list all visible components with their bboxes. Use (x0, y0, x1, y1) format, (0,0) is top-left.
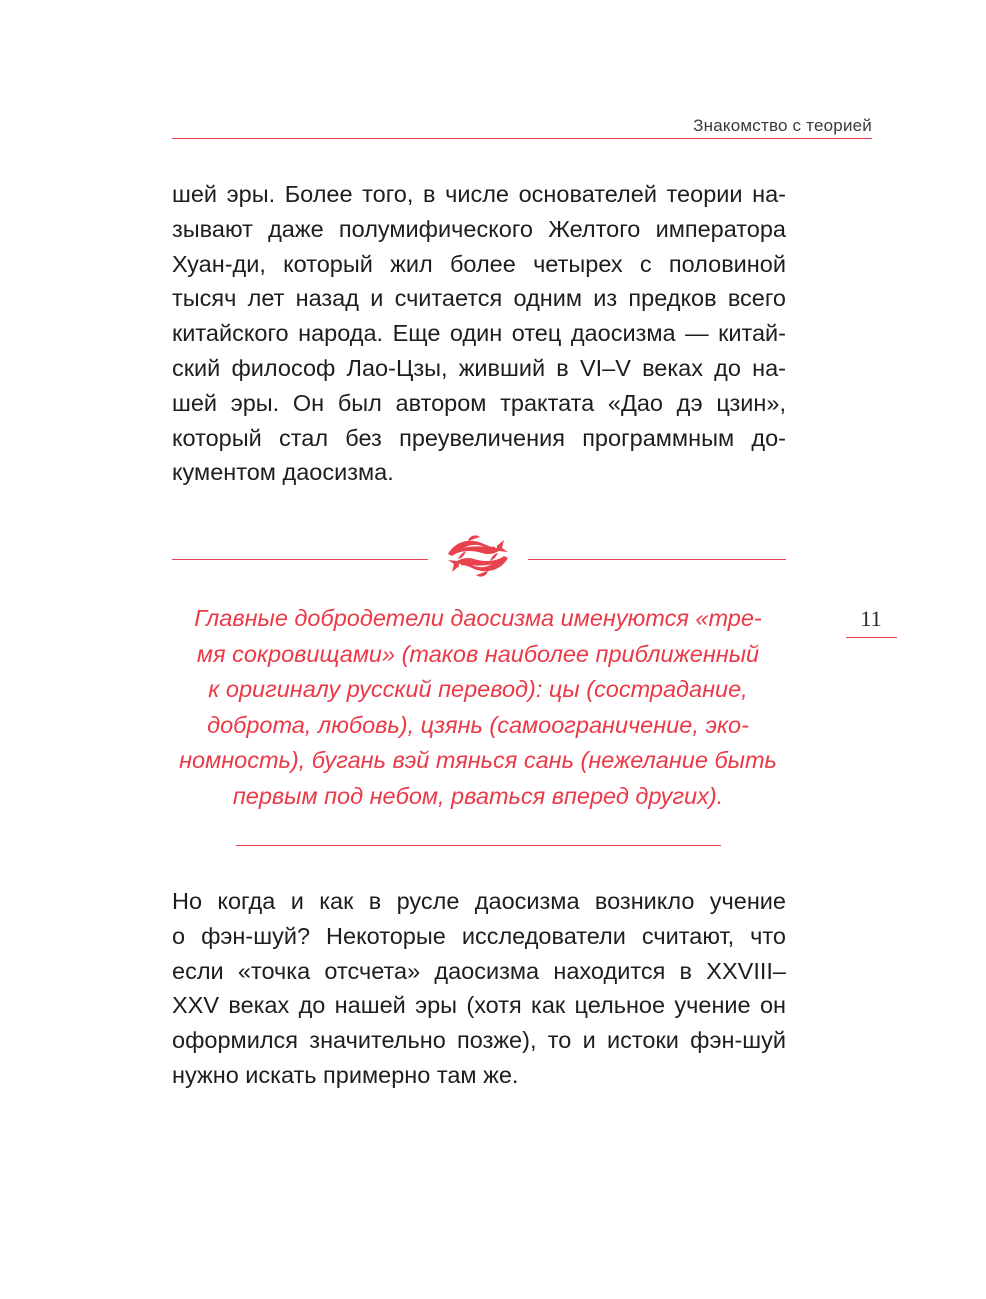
quote-bottom-rule (236, 845, 721, 846)
page-number-rule (846, 637, 897, 638)
body-paragraph-1 (172, 177, 786, 490)
quote-line: доброта, любовь), цзянь (самоограничение, эко- (207, 711, 749, 738)
header-rule (172, 138, 872, 139)
quote-line: мя сокровищами» (таков наиболее приближенный (196, 640, 760, 667)
body-paragraph-2 (172, 884, 786, 1093)
quote-line: номность), бугань вэй тянься сань (нежелание быть (179, 747, 777, 773)
text-line: XXV веках до нашей эры (хотя как цельное учение он (172, 992, 786, 1019)
ornament-divider (172, 530, 786, 580)
text-line: Но когда и как в русле даосизма возникло учение (172, 888, 786, 914)
pull-quote (150, 601, 806, 814)
text-line: оформился значительно позже), то и истоки фэн-шуй (172, 1027, 786, 1054)
text-line: кументом даосизма. (172, 459, 394, 486)
ornament-line-left (172, 559, 428, 560)
two-koi-fish-icon (438, 532, 518, 580)
text-line: шей эры. Он был автором трактата «Дао дэ цзин», (172, 389, 786, 416)
text-line: китайского народа. Еще один отец даосизма — китай- (172, 320, 786, 347)
text-line: если «точка отсчета» даосизма находится в XXVIII– (172, 957, 786, 984)
text-line: тысяч лет назад и считается одним из предков всего (172, 285, 786, 312)
text-line: который стал без преувеличения программным до- (172, 424, 786, 451)
text-line: Хуан-ди, который жил более четырех с половиной (172, 250, 786, 277)
text-line: о фэн-шуй? Некоторые исследователи считают, что (172, 922, 786, 949)
ornament-line-right (528, 559, 786, 560)
text-line: ский философ Лао-Цзы, живший в VI–V веках до на- (172, 354, 786, 381)
text-line: зывают даже полумифического Желтого императора (172, 215, 786, 242)
quote-line: Главные добродетели даосизма именуются «тре- (194, 605, 762, 631)
page-number: 11 (860, 606, 882, 631)
quote-line: к оригиналу русский перевод): цы (сострадание, (208, 676, 748, 702)
quote-line: первым под небом, рваться вперед других). (232, 782, 724, 809)
text-line: нужно искать примерно там же. (172, 1061, 519, 1088)
text-line: шей эры. Более того, в числе основателей теории на- (172, 181, 786, 207)
running-head: Знакомство с теорией (693, 116, 872, 135)
